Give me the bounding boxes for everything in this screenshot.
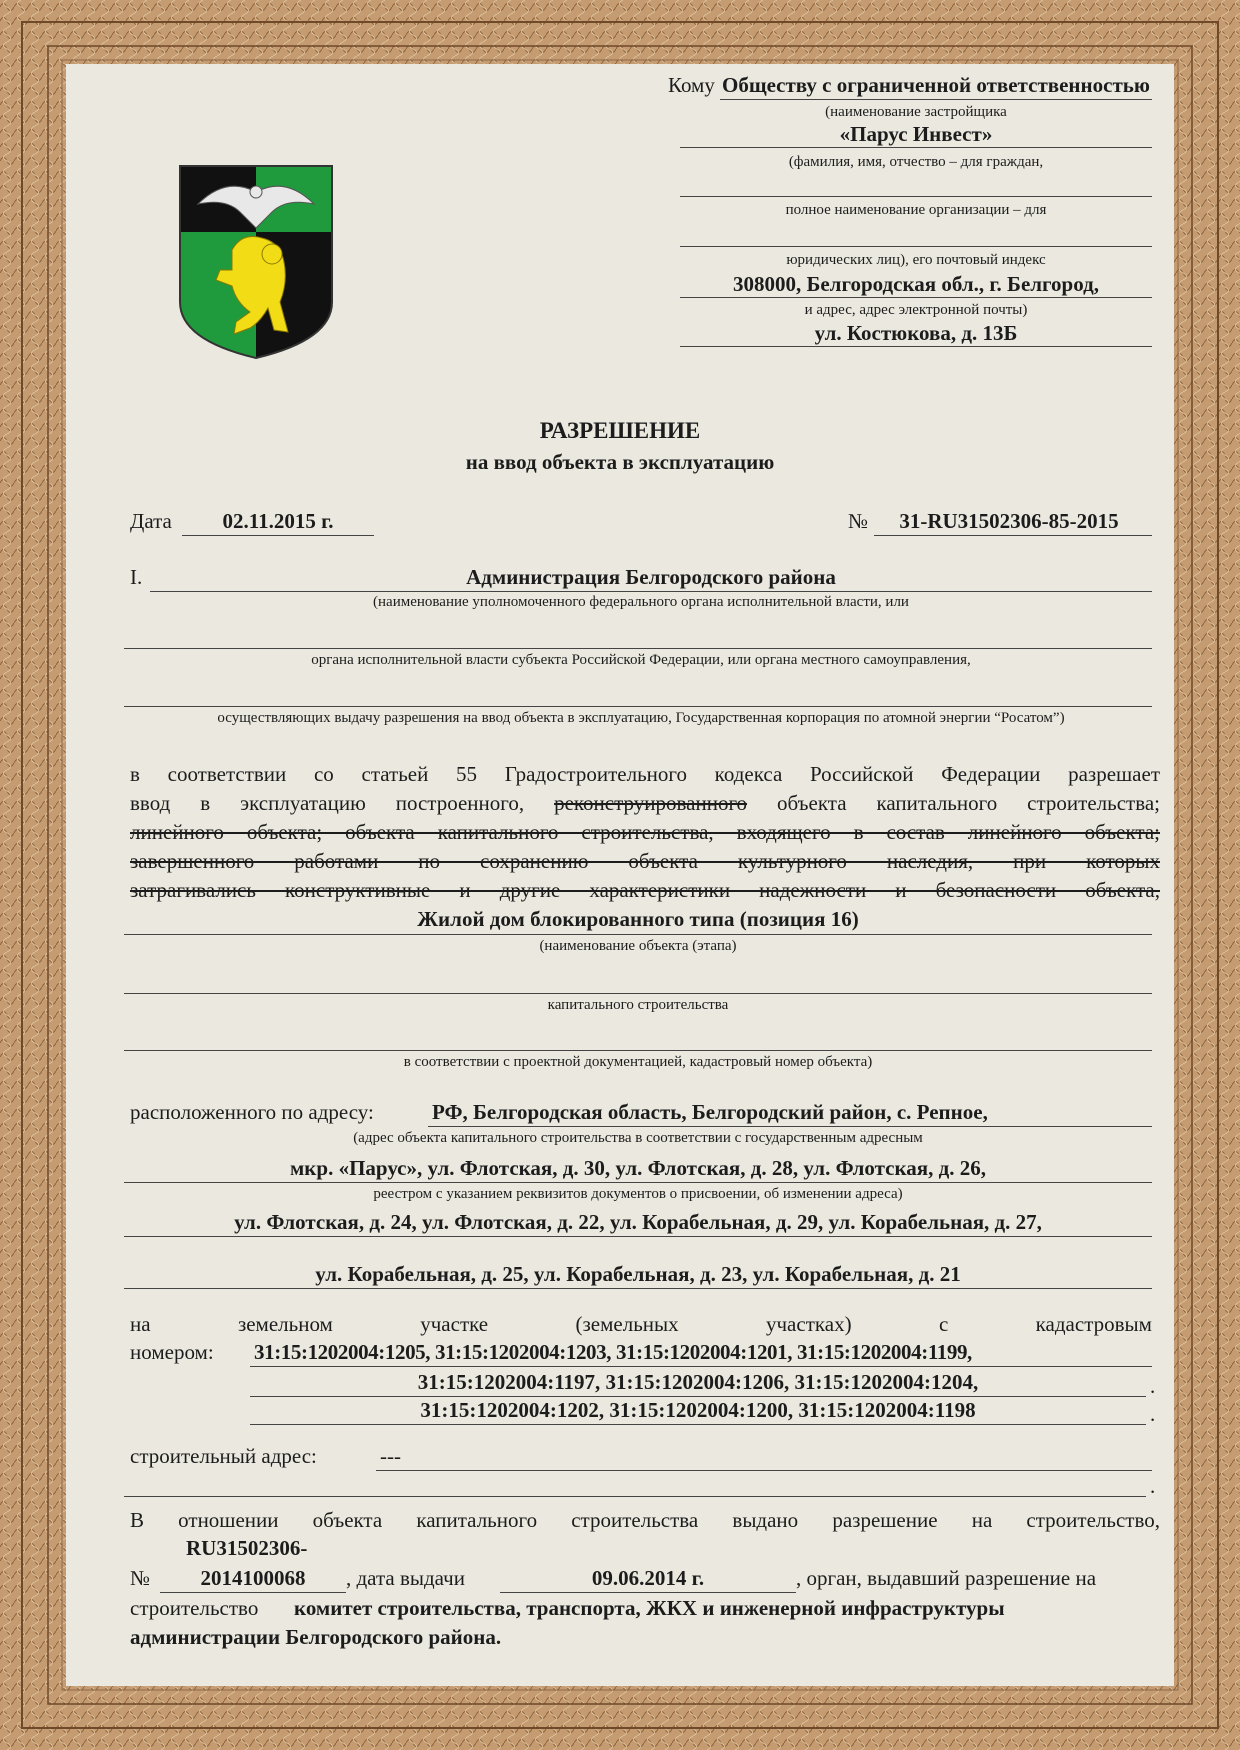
cadastral-word-1: на	[130, 1312, 151, 1336]
authority-hint-2: органа исполнительной власти субъекта Российской Федерации, или органа местного самоуправления,	[311, 652, 971, 668]
body-line-4-struck: завершенного работами по сохранению объекта культурного наследия, при которых	[130, 849, 1160, 873]
build-address-label: строительный адрес:	[130, 1444, 317, 1468]
body-line-2-struck: реконструированного	[554, 791, 748, 815]
cadastral-word-3: участке	[420, 1312, 489, 1336]
cadastral-word-7: кадастровым	[1035, 1312, 1152, 1336]
document-title: РАЗРЕШЕНИЕ	[539, 418, 701, 443]
body-line-2	[130, 791, 1160, 816]
cadastral-dot-1: .	[1150, 1374, 1156, 1398]
body-line-2-a: ввод в эксплуатацию построенного,	[130, 791, 525, 815]
authority-name: Администрация Белгородского района	[466, 565, 836, 589]
permit-line-1: В отношении объекта капитального строительства выдано разрешение на строительство,	[130, 1508, 1160, 1532]
addressee-org-type: Обществу с ограниченной ответственностью	[722, 73, 1150, 97]
object-hint-1: (наименование объекта (этапа)	[539, 938, 737, 954]
cadastral-intro	[130, 1312, 1152, 1337]
address-line-2: мкр. «Парус», ул. Флотская, д. 30, ул. Флотская, д. 28, ул. Флотская, д. 26,	[290, 1156, 986, 1180]
address-line-4: ул. Корабельная, д. 25, ул. Корабельная, д. 23, ул. Корабельная, д. 21	[315, 1262, 961, 1286]
permit-number-label: №	[130, 1566, 151, 1590]
cadastral-line-1: 31:15:1202004:1205, 31:15:1202004:1203, 31:15:1202004:1201, 31:15:1202004:1199,	[254, 1340, 972, 1364]
permit-number-part-1: RU31502306-	[186, 1536, 308, 1560]
permit-organ-line-2: администрации Белгородского района.	[130, 1625, 502, 1649]
document-subtitle: на ввод объекта в эксплуатацию	[465, 450, 775, 474]
date-value: 02.11.2015 г.	[222, 509, 334, 533]
permit-organ-line-1: комитет строительства, транспорта, ЖКХ и инженерной инфраструктуры	[294, 1596, 1005, 1620]
cadastral-line-2: 31:15:1202004:1197, 31:15:1202004:1206, 31:15:1202004:1204,	[417, 1370, 979, 1394]
address-line-3: ул. Флотская, д. 24, ул. Флотская, д. 22, ул. Корабельная, д. 29, ул. Корабельная, д. 27,	[234, 1210, 1042, 1234]
cadastral-word-2: земельном	[237, 1312, 333, 1336]
permit-organ-label: , орган, выдавший разрешение на	[796, 1566, 1097, 1590]
addressee-postal-line: 308000, Белгородская обл., г. Белгород,	[732, 272, 1100, 296]
addressee-street: ул. Костюкова, д. 13Б	[814, 321, 1018, 345]
cadastral-dot-2: .	[1150, 1402, 1156, 1426]
permit-date-label: , дата выдачи	[346, 1566, 465, 1590]
addressee-hint-4: юридических лиц), его почтовый индекс	[786, 252, 1046, 268]
addressee-hint-2: (фамилия, имя, отчество – для граждан,	[788, 154, 1044, 170]
addressee-hint-5: и адрес, адрес электронной почты)	[804, 302, 1028, 318]
object-hint-2: капитального строительства	[547, 997, 729, 1013]
section-roman: I.	[130, 565, 143, 589]
address-line-1: РФ, Белгородская область, Белгородский район, с. Репное,	[432, 1100, 988, 1124]
cadastral-label: номером:	[130, 1340, 214, 1364]
build-address-dot: .	[1150, 1474, 1156, 1498]
build-address-value: ---	[380, 1444, 401, 1468]
body-line-5-struck: затрагивались конструктивные и другие характеристики надежности и безопасности объекта,	[130, 878, 1160, 902]
cadastral-line-3: 31:15:1202004:1202, 31:15:1202004:1200, 31:15:1202004:1198	[420, 1398, 976, 1422]
number-label: №	[848, 509, 869, 533]
addressee-hint-1: (наименование застройщика	[825, 104, 1007, 120]
address-hint-2: реестром с указанием реквизитов документов о присвоении, об изменении адреса)	[373, 1186, 903, 1202]
permit-number-part-2: 2014100068	[200, 1566, 306, 1590]
authority-hint-3: осуществляющих выдачу разрешения на ввод объекта в эксплуатацию, Государственная корпорация по атомной энергии “Росатом”)	[217, 710, 1065, 726]
addressee-hint-3: полное наименование организации – для	[785, 202, 1047, 218]
coat-of-arms-emblem	[176, 162, 336, 362]
permit-date-value: 09.06.2014 г.	[591, 1566, 705, 1590]
date-label: Дата	[130, 509, 172, 533]
addressee-name: «Парус Инвест»	[839, 122, 993, 146]
body-line-3-struck: линейного объекта; объекта капитального строительства, входящего в состав линейного объекта;	[130, 820, 1160, 844]
authority-hint-1: (наименование уполномоченного федерального органа исполнительной власти, или	[373, 594, 909, 610]
body-line-2-b: объекта капитального строительства;	[777, 791, 1161, 815]
address-hint-1: (адрес объекта капитального строительства в соответствии с государственным адресным	[353, 1130, 923, 1146]
object-hint-3: в соответствии с проектной документацией, кадастровый номер объекта)	[403, 1054, 873, 1070]
addressee-label: Кому	[668, 73, 715, 97]
cadastral-word-5: участках)	[766, 1312, 852, 1336]
address-label: расположенного по адресу:	[130, 1100, 374, 1124]
permit-line-3-label: строительство	[130, 1596, 259, 1620]
cadastral-word-4: (земельных	[575, 1312, 679, 1336]
body-line-1: в соответствии со статьей 55 Градостроительного кодекса Российской Федерации разрешает	[130, 762, 1160, 786]
number-value: 31-RU31502306-85-2015	[899, 509, 1119, 533]
cadastral-word-6: с	[938, 1312, 949, 1336]
object-name: Жилой дом блокированного типа (позиция 16)	[417, 907, 859, 931]
